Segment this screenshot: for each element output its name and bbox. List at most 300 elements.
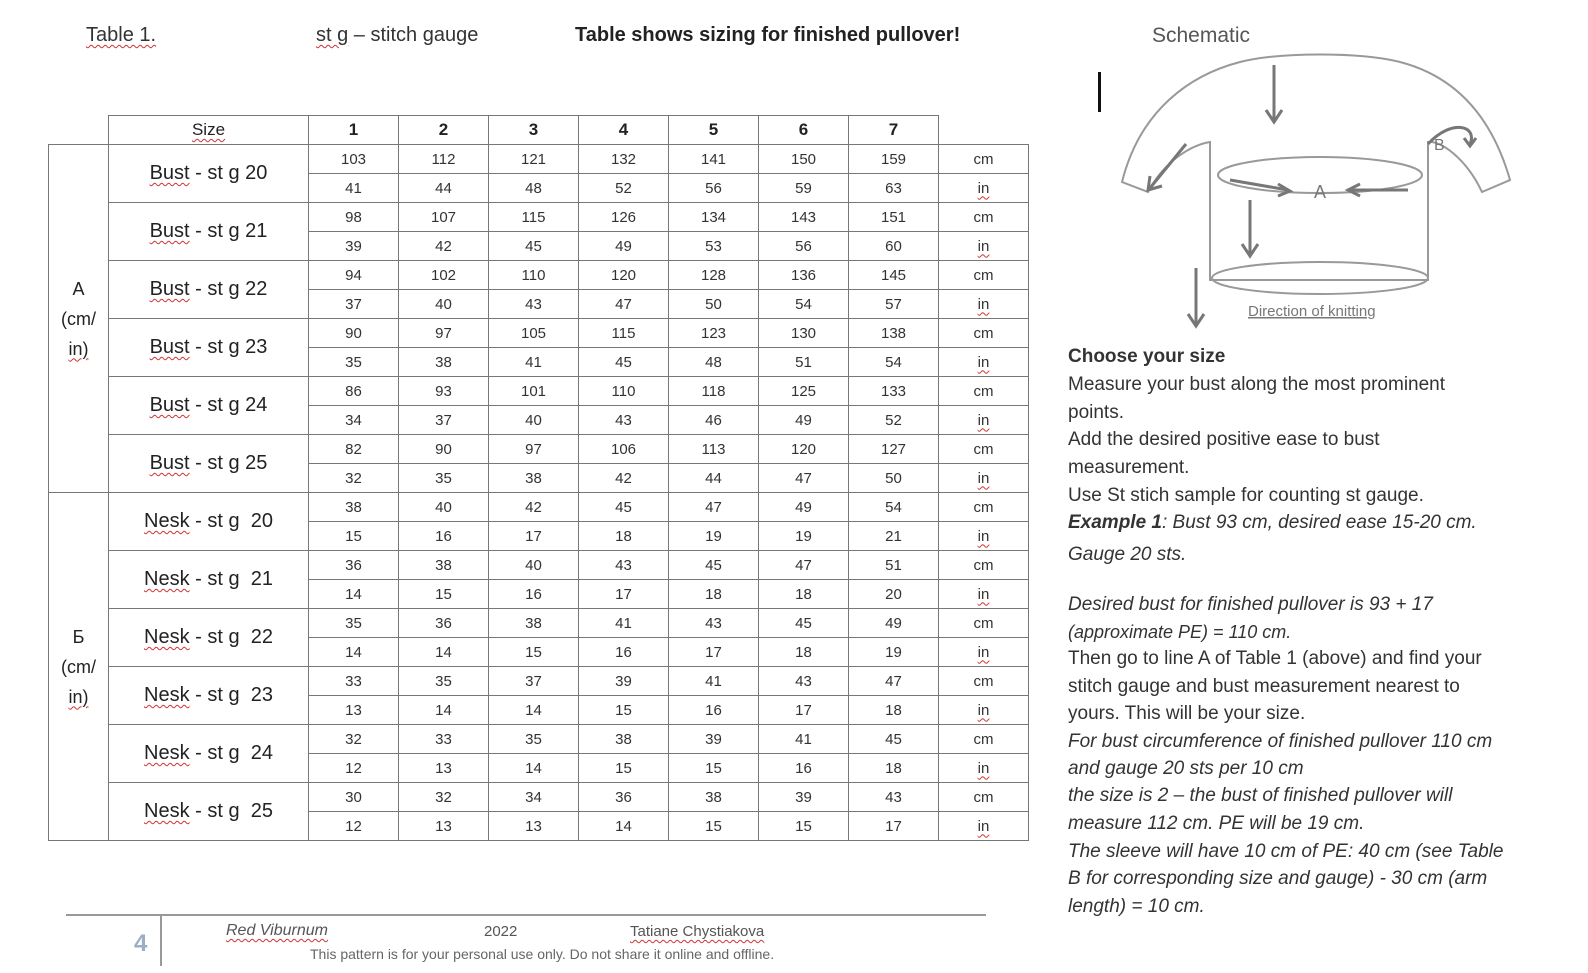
pullover-outline [1122, 55, 1510, 281]
value-cell: 47 [849, 667, 939, 696]
value-cell: 16 [489, 580, 579, 609]
value-cell: 15 [579, 754, 669, 783]
row-label-prefix: Bust [149, 452, 190, 474]
value-cell: 16 [669, 696, 759, 725]
value-cell: 118 [669, 377, 759, 406]
value-cell: 113 [669, 435, 759, 464]
row-label [109, 435, 309, 493]
value-cell: 38 [309, 493, 399, 522]
value-cell: 41 [309, 174, 399, 203]
instr-line3: Add the desired positive ease to bust [1068, 429, 1380, 450]
value-cell: 16 [759, 754, 849, 783]
row-label-gauge: - st g 20 [189, 510, 273, 532]
value-cell: 41 [579, 609, 669, 638]
table-label: Table 1. [86, 24, 157, 46]
value-cell: 16 [579, 638, 669, 667]
unit-cell: cm [939, 725, 1029, 754]
row-label-prefix: Nesk [144, 800, 190, 822]
value-cell: 110 [489, 261, 579, 290]
group-label-line: in) [68, 686, 89, 707]
value-cell: 35 [399, 464, 489, 493]
table-row [49, 667, 1029, 696]
header-blank-unit [939, 116, 1029, 145]
value-cell: 47 [669, 493, 759, 522]
value-cell: 14 [489, 696, 579, 725]
group-label-line: A [72, 278, 85, 299]
table-row [49, 551, 1029, 580]
value-cell: 15 [489, 638, 579, 667]
value-cell: 128 [669, 261, 759, 290]
value-cell: 38 [669, 783, 759, 812]
value-cell: 14 [399, 696, 489, 725]
value-cell: 18 [579, 522, 669, 551]
value-cell: 17 [489, 522, 579, 551]
value-cell: 121 [489, 145, 579, 174]
value-cell: 14 [309, 638, 399, 667]
value-cell: 145 [849, 261, 939, 290]
unit-cell: in [939, 812, 1029, 841]
value-cell: 42 [489, 493, 579, 522]
unit-cell: cm [939, 609, 1029, 638]
value-cell: 13 [399, 754, 489, 783]
value-cell: 141 [669, 145, 759, 174]
value-cell: 33 [399, 725, 489, 754]
value-cell: 43 [849, 783, 939, 812]
value-cell: 57 [849, 290, 939, 319]
group-label-line: (cm/ [61, 308, 96, 329]
desired-line1: Desired bust for finished pullover is 93 + 17 [1068, 594, 1433, 615]
value-cell: 45 [759, 609, 849, 638]
value-cell: 12 [309, 812, 399, 841]
size-line1: the size is 2 – the bust of finished pullover will [1068, 785, 1453, 806]
label-a: A [1314, 182, 1327, 202]
value-cell: 30 [309, 783, 399, 812]
value-cell: 102 [399, 261, 489, 290]
row-label-prefix: Bust [149, 394, 190, 416]
value-cell: 90 [309, 319, 399, 348]
row-label-gauge: - st g 22 [189, 626, 273, 648]
instr-line2: points. [1068, 402, 1124, 423]
instr-line1: Measure your bust along the most prominent [1068, 374, 1446, 395]
row-label [109, 319, 309, 377]
value-cell: 120 [579, 261, 669, 290]
value-cell: 41 [759, 725, 849, 754]
value-cell: 54 [849, 493, 939, 522]
row-label-gauge: - st g 21 [189, 568, 273, 590]
value-cell: 41 [669, 667, 759, 696]
row-label-prefix: Nesk [144, 742, 190, 764]
value-cell: 52 [579, 174, 669, 203]
value-cell: 13 [489, 812, 579, 841]
row-label [109, 609, 309, 667]
row-label-gauge: - st g 25 [189, 452, 268, 474]
group-label-line: in) [68, 338, 89, 359]
value-cell: 159 [849, 145, 939, 174]
value-cell: 151 [849, 203, 939, 232]
value-cell: 136 [759, 261, 849, 290]
footer-notice: This pattern is for your personal use only. Do not share it online and offline. [310, 946, 775, 962]
value-cell: 56 [669, 174, 759, 203]
value-cell: 143 [759, 203, 849, 232]
value-cell: 39 [669, 725, 759, 754]
unit-cell: in [939, 174, 1029, 203]
row-label-prefix: Nesk [144, 568, 190, 590]
value-cell: 36 [309, 551, 399, 580]
row-label-gauge: - st g 25 [189, 800, 273, 822]
value-cell: 45 [489, 232, 579, 261]
row-label-gauge: - st g 23 [189, 336, 268, 358]
table-title: Table shows sizing for finished pullover! [575, 24, 961, 46]
then-line1: Then go to line A of Table 1 (above) and find your [1068, 648, 1482, 669]
row-label-gauge: - st g 23 [189, 684, 273, 706]
table-row [49, 203, 1029, 232]
value-cell: 94 [309, 261, 399, 290]
unit-cell: in [939, 232, 1029, 261]
instructions-heading: Choose your size [1068, 346, 1226, 367]
value-cell: 16 [399, 522, 489, 551]
value-cell: 51 [759, 348, 849, 377]
value-cell: 21 [849, 522, 939, 551]
value-cell: 97 [489, 435, 579, 464]
value-cell: 40 [399, 493, 489, 522]
value-cell: 54 [849, 348, 939, 377]
table-row [49, 493, 1029, 522]
value-cell: 12 [309, 754, 399, 783]
value-cell: 38 [579, 725, 669, 754]
value-cell: 14 [579, 812, 669, 841]
value-cell: 105 [489, 319, 579, 348]
header-blank-cell [49, 116, 109, 145]
value-cell: 42 [399, 232, 489, 261]
value-cell: 36 [579, 783, 669, 812]
unit-cell: cm [939, 203, 1029, 232]
row-label-prefix: Bust [149, 220, 190, 242]
value-cell: 107 [399, 203, 489, 232]
unit-cell: cm [939, 667, 1029, 696]
value-cell: 49 [759, 493, 849, 522]
value-cell: 38 [399, 551, 489, 580]
row-label-prefix: Nesk [144, 684, 190, 706]
arrow-sleeve [1150, 144, 1186, 188]
size-header-1: 1 [309, 116, 399, 145]
value-cell: 43 [669, 609, 759, 638]
footer-brand: Red Viburnum [226, 922, 328, 939]
value-cell: 138 [849, 319, 939, 348]
size-line2: measure 112 cm. PE will be 19 cm. [1068, 813, 1365, 834]
text-cursor [1098, 72, 1101, 112]
sleeve-line2: B for corresponding size and gauge) - 30 cm (arm [1068, 868, 1488, 889]
sizing-table [48, 115, 1029, 841]
value-cell: 20 [849, 580, 939, 609]
value-cell: 51 [849, 551, 939, 580]
value-cell: 15 [759, 812, 849, 841]
value-cell: 43 [579, 406, 669, 435]
value-cell: 134 [669, 203, 759, 232]
value-cell: 47 [579, 290, 669, 319]
value-cell: 45 [579, 348, 669, 377]
value-cell: 101 [489, 377, 579, 406]
value-cell: 14 [489, 754, 579, 783]
row-label [109, 551, 309, 609]
value-cell: 43 [579, 551, 669, 580]
size-header-4: 4 [579, 116, 669, 145]
unit-cell: cm [939, 145, 1029, 174]
value-cell: 36 [399, 609, 489, 638]
value-cell: 15 [399, 580, 489, 609]
value-cell: 49 [579, 232, 669, 261]
table-row [49, 609, 1029, 638]
table-row [49, 725, 1029, 754]
value-cell: 15 [579, 696, 669, 725]
size-header-6: 6 [759, 116, 849, 145]
table-row [49, 377, 1029, 406]
row-label [109, 377, 309, 435]
value-cell: 52 [849, 406, 939, 435]
value-cell: 18 [849, 696, 939, 725]
unit-cell: cm [939, 319, 1029, 348]
unit-cell: in [939, 580, 1029, 609]
value-cell: 49 [759, 406, 849, 435]
gauge-note [316, 24, 478, 47]
value-cell: 14 [309, 580, 399, 609]
unit-cell: cm [939, 261, 1029, 290]
group-label-1 [49, 493, 109, 841]
value-cell: 38 [399, 348, 489, 377]
footer-divider [160, 916, 162, 966]
size-header-2: 2 [399, 116, 489, 145]
unit-cell: in [939, 290, 1029, 319]
value-cell: 45 [669, 551, 759, 580]
table-header-row [49, 116, 1029, 145]
for-line1: For bust circumference of finished pullover 110 cm [1068, 731, 1493, 752]
group-label-0 [49, 145, 109, 493]
value-cell: 15 [669, 812, 759, 841]
value-cell: 112 [399, 145, 489, 174]
unit-cell: cm [939, 435, 1029, 464]
unit-cell: in [939, 696, 1029, 725]
row-label-prefix: Bust [149, 336, 190, 358]
value-cell: 35 [309, 348, 399, 377]
value-cell: 37 [309, 290, 399, 319]
value-cell: 32 [309, 464, 399, 493]
value-cell: 98 [309, 203, 399, 232]
value-cell: 106 [579, 435, 669, 464]
value-cell: 110 [579, 377, 669, 406]
row-label [109, 725, 309, 783]
row-label-gauge: - st g 24 [189, 394, 268, 416]
value-cell: 39 [579, 667, 669, 696]
unit-cell: in [939, 464, 1029, 493]
direction-label: Direction of knitting [1248, 303, 1376, 320]
unit-cell: in [939, 522, 1029, 551]
size-header-7: 7 [849, 116, 939, 145]
value-cell: 39 [309, 232, 399, 261]
value-cell: 34 [309, 406, 399, 435]
value-cell: 50 [849, 464, 939, 493]
value-cell: 120 [759, 435, 849, 464]
value-cell: 13 [309, 696, 399, 725]
then-line2: stitch gauge and bust measurement nearest to [1068, 676, 1460, 697]
row-label [109, 783, 309, 841]
value-cell: 15 [669, 754, 759, 783]
value-cell: 44 [669, 464, 759, 493]
size-header: Size [109, 116, 309, 145]
size-header-3: 3 [489, 116, 579, 145]
value-cell: 18 [669, 580, 759, 609]
value-cell: 45 [579, 493, 669, 522]
for-line2: and gauge 20 sts per 10 cm [1068, 758, 1304, 779]
value-cell: 53 [669, 232, 759, 261]
unit-cell: in [939, 754, 1029, 783]
row-label-gauge: - st g 20 [189, 162, 268, 184]
value-cell: 40 [489, 406, 579, 435]
instr-line4: measurement. [1068, 457, 1190, 478]
value-cell: 90 [399, 435, 489, 464]
table-row [49, 319, 1029, 348]
value-cell: 56 [759, 232, 849, 261]
value-cell: 115 [579, 319, 669, 348]
value-cell: 17 [849, 812, 939, 841]
value-cell: 32 [399, 783, 489, 812]
footer-rule [66, 914, 986, 916]
example-label: Example 1 [1068, 512, 1162, 533]
size-header-5: 5 [669, 116, 759, 145]
value-cell: 48 [669, 348, 759, 377]
group-label-line: (cm/ [61, 656, 96, 677]
value-cell: 41 [489, 348, 579, 377]
unit-cell: in [939, 348, 1029, 377]
value-cell: 43 [759, 667, 849, 696]
value-cell: 125 [759, 377, 849, 406]
value-cell: 35 [309, 609, 399, 638]
value-cell: 38 [489, 609, 579, 638]
value-cell: 93 [399, 377, 489, 406]
value-cell: 59 [759, 174, 849, 203]
table-row [49, 783, 1029, 812]
value-cell: 82 [309, 435, 399, 464]
value-cell: 18 [759, 638, 849, 667]
schematic-title: Schematic [1152, 24, 1251, 47]
page-number: 4 [134, 930, 148, 957]
table-row [49, 261, 1029, 290]
value-cell: 115 [489, 203, 579, 232]
value-cell: 33 [309, 667, 399, 696]
value-cell: 19 [759, 522, 849, 551]
label-b: B [1434, 137, 1445, 154]
gauge-line: Gauge 20 sts. [1068, 544, 1187, 565]
value-cell: 63 [849, 174, 939, 203]
row-label [109, 261, 309, 319]
value-cell: 34 [489, 783, 579, 812]
value-cell: 49 [849, 609, 939, 638]
row-label-prefix: Nesk [144, 510, 190, 532]
value-cell: 42 [579, 464, 669, 493]
value-cell: 14 [399, 638, 489, 667]
value-cell: 48 [489, 174, 579, 203]
value-cell: 127 [849, 435, 939, 464]
row-label-prefix: Bust [149, 278, 190, 300]
value-cell: 18 [759, 580, 849, 609]
value-cell: 130 [759, 319, 849, 348]
desired-line2: (approximate PE) = 110 cm. [1068, 622, 1292, 642]
table-row [49, 435, 1029, 464]
row-label-gauge: - st g 21 [189, 220, 268, 242]
value-cell: 35 [399, 667, 489, 696]
value-cell: 97 [399, 319, 489, 348]
unit-cell: cm [939, 783, 1029, 812]
unit-cell: cm [939, 551, 1029, 580]
value-cell: 38 [489, 464, 579, 493]
value-cell: 133 [849, 377, 939, 406]
row-label-prefix: Nesk [144, 626, 190, 648]
value-cell: 46 [669, 406, 759, 435]
value-cell: 44 [399, 174, 489, 203]
value-cell: 132 [579, 145, 669, 174]
row-label-gauge: - st g 24 [189, 742, 273, 764]
value-cell: 19 [669, 522, 759, 551]
footer-author: Tatiane Chystiakova [630, 923, 765, 940]
value-cell: 17 [759, 696, 849, 725]
value-cell: 35 [489, 725, 579, 754]
value-cell: 40 [399, 290, 489, 319]
unit-cell: in [939, 406, 1029, 435]
value-cell: 50 [669, 290, 759, 319]
instr-line5: Use St stich sample for counting st gauge. [1068, 485, 1424, 506]
unit-cell: cm [939, 493, 1029, 522]
row-label [109, 145, 309, 203]
value-cell: 103 [309, 145, 399, 174]
value-cell: 40 [489, 551, 579, 580]
row-label-gauge: - st g 22 [189, 278, 268, 300]
then-line3: yours. This will be your size. [1068, 703, 1306, 724]
example-text: : Bust 93 cm, desired ease 15-20 cm. [1162, 512, 1477, 533]
value-cell: 32 [309, 725, 399, 754]
value-cell: 19 [849, 638, 939, 667]
table-row [49, 145, 1029, 174]
hem-ellipse [1212, 262, 1428, 294]
value-cell: 150 [759, 145, 849, 174]
value-cell: 47 [759, 464, 849, 493]
sleeve-line1: The sleeve will have 10 cm of PE: 40 cm (see Table [1068, 841, 1504, 862]
gauge-note-abbr: st g [316, 24, 349, 46]
value-cell: 18 [849, 754, 939, 783]
value-cell: 17 [669, 638, 759, 667]
value-cell: 37 [489, 667, 579, 696]
value-cell: 45 [849, 725, 939, 754]
footer-year: 2022 [484, 923, 518, 940]
value-cell: 86 [309, 377, 399, 406]
row-label [109, 203, 309, 261]
row-label-prefix: Bust [149, 162, 190, 184]
value-cell: 43 [489, 290, 579, 319]
value-cell: 39 [759, 783, 849, 812]
value-cell: 54 [759, 290, 849, 319]
sleeve-line3: length) = 10 cm. [1068, 896, 1205, 917]
value-cell: 17 [579, 580, 669, 609]
row-label [109, 667, 309, 725]
value-cell: 126 [579, 203, 669, 232]
value-cell: 123 [669, 319, 759, 348]
example-line [1068, 512, 1477, 534]
unit-cell: in [939, 638, 1029, 667]
pullover-schematic [1110, 50, 1530, 335]
value-cell: 15 [309, 522, 399, 551]
group-label-line: Б [72, 626, 85, 647]
value-cell: 37 [399, 406, 489, 435]
gauge-note-rest: – stitch gauge [348, 24, 479, 46]
value-cell: 60 [849, 232, 939, 261]
row-label [109, 493, 309, 551]
